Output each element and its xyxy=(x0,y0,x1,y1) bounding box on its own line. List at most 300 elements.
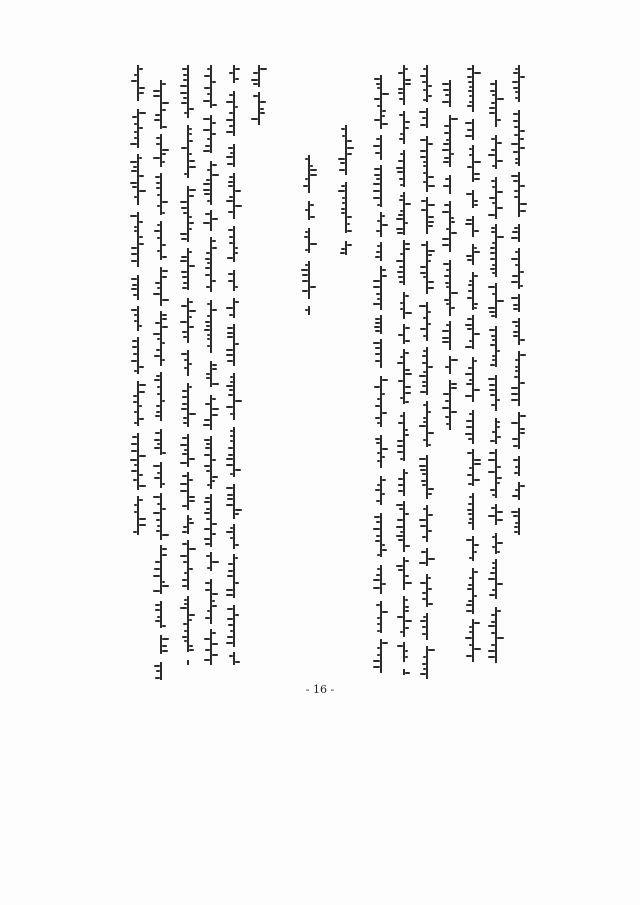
word-stem xyxy=(472,619,474,662)
letter-stroke xyxy=(205,403,210,405)
letter-stroke xyxy=(492,536,495,538)
letter-stroke xyxy=(373,280,380,282)
letter-stroke xyxy=(492,494,495,496)
letter-stroke xyxy=(139,524,146,526)
letter-stroke xyxy=(342,197,345,199)
letter-stroke xyxy=(156,187,160,189)
letter-stroke xyxy=(207,567,210,569)
letter-stroke xyxy=(474,72,481,74)
letter-stroke xyxy=(157,443,160,445)
letter-stroke xyxy=(373,528,380,530)
letter-stroke xyxy=(488,656,495,658)
letter-stroke xyxy=(377,554,380,556)
word-stem xyxy=(210,395,212,430)
letter-stroke xyxy=(347,223,350,225)
letter-stroke xyxy=(513,180,518,182)
letter-stroke xyxy=(373,342,380,344)
letter-stroke xyxy=(139,127,143,129)
letter-stroke xyxy=(206,373,210,375)
letter-stroke xyxy=(376,442,380,444)
letter-stroke xyxy=(230,376,233,378)
letter-stroke xyxy=(212,247,217,249)
letter-stroke xyxy=(443,89,449,91)
letter-stroke xyxy=(444,157,449,159)
letter-stroke xyxy=(226,131,233,133)
letter-stroke xyxy=(511,393,518,395)
letter-stroke xyxy=(162,318,167,320)
word-stem xyxy=(380,435,382,468)
letter-stroke xyxy=(184,449,187,451)
letter-stroke xyxy=(189,522,194,524)
letter-stroke xyxy=(428,250,435,252)
letter-stroke xyxy=(489,389,495,391)
letter-stroke xyxy=(162,581,165,583)
letter-stroke xyxy=(428,95,432,97)
letter-stroke xyxy=(420,124,426,126)
letter-stroke xyxy=(132,436,137,438)
letter-stroke xyxy=(451,411,457,413)
letter-stroke xyxy=(154,665,160,667)
letter-stroke xyxy=(399,199,403,201)
word-stem xyxy=(233,605,235,647)
letter-stroke xyxy=(405,222,408,224)
word-stem xyxy=(210,65,212,108)
letter-stroke xyxy=(184,603,187,605)
word-stem xyxy=(426,108,428,128)
letter-stroke xyxy=(205,497,210,499)
letter-stroke xyxy=(189,363,192,365)
letter-stroke xyxy=(397,232,403,234)
letter-stroke xyxy=(405,83,411,85)
letter-stroke xyxy=(474,303,478,305)
letter-stroke xyxy=(400,458,403,460)
letter-stroke xyxy=(444,299,449,301)
letter-stroke xyxy=(342,135,345,137)
letter-stroke xyxy=(400,253,403,255)
letter-stroke xyxy=(184,630,187,632)
letter-stroke xyxy=(445,400,449,402)
letter-stroke xyxy=(492,272,495,274)
letter-stroke xyxy=(162,645,167,647)
word-stem xyxy=(160,662,162,680)
letter-stroke xyxy=(155,415,160,417)
word-stem xyxy=(449,321,451,350)
letter-stroke xyxy=(206,286,210,288)
letter-stroke xyxy=(398,422,403,424)
word-stem xyxy=(495,375,497,411)
letter-stroke xyxy=(302,290,308,292)
letter-stroke xyxy=(428,493,432,495)
letter-stroke xyxy=(377,647,380,649)
letter-stroke xyxy=(131,247,137,249)
letter-stroke xyxy=(229,236,233,238)
letter-stroke xyxy=(132,340,137,342)
letter-stroke xyxy=(153,575,160,577)
letter-stroke xyxy=(341,212,345,214)
letter-stroke xyxy=(466,426,472,428)
letter-stroke xyxy=(398,569,403,571)
letter-stroke xyxy=(154,379,160,381)
letter-stroke xyxy=(226,101,233,103)
letter-stroke xyxy=(182,396,187,398)
letter-stroke xyxy=(400,415,403,417)
letter-stroke xyxy=(513,308,518,310)
letter-stroke xyxy=(474,595,477,597)
letter-stroke xyxy=(134,196,137,198)
letter-stroke xyxy=(515,251,518,253)
letter-stroke xyxy=(396,504,403,506)
letter-stroke xyxy=(162,256,167,258)
letter-stroke xyxy=(189,301,193,303)
letter-stroke xyxy=(162,585,169,587)
letter-stroke xyxy=(520,271,524,273)
letter-stroke xyxy=(423,317,426,319)
letter-stroke xyxy=(428,444,431,446)
letter-stroke xyxy=(139,157,142,159)
letter-stroke xyxy=(229,314,233,316)
letter-stroke xyxy=(515,97,518,99)
letter-stroke xyxy=(400,531,403,533)
letter-stroke xyxy=(492,546,495,548)
word-stem xyxy=(160,221,162,260)
letter-stroke xyxy=(305,158,308,160)
letter-stroke xyxy=(182,287,187,289)
word-stem xyxy=(472,216,474,237)
letter-stroke xyxy=(514,376,518,378)
letter-stroke xyxy=(465,223,472,225)
letter-stroke xyxy=(204,512,210,514)
letter-stroke xyxy=(467,68,472,70)
letter-stroke xyxy=(405,513,409,515)
letter-stroke xyxy=(203,150,210,152)
letter-stroke xyxy=(305,231,308,233)
word-stem xyxy=(233,324,235,366)
letter-stroke xyxy=(310,169,317,171)
letter-stroke xyxy=(423,172,426,174)
letter-stroke xyxy=(139,418,144,420)
word-stem xyxy=(472,536,474,561)
letter-stroke xyxy=(206,252,210,254)
letter-stroke xyxy=(139,474,143,476)
letter-stroke xyxy=(226,307,233,309)
letter-stroke xyxy=(342,202,345,204)
letter-stroke xyxy=(488,214,495,216)
letter-stroke xyxy=(443,161,449,163)
letter-stroke xyxy=(423,335,426,337)
letter-stroke xyxy=(180,201,187,203)
letter-stroke xyxy=(419,519,426,521)
letter-stroke xyxy=(310,243,317,245)
letter-stroke xyxy=(444,275,449,277)
letter-stroke xyxy=(162,270,168,272)
letter-stroke xyxy=(423,421,426,423)
letter-stroke xyxy=(423,371,426,373)
letter-stroke xyxy=(229,94,233,96)
letter-stroke xyxy=(131,80,137,82)
letter-stroke xyxy=(405,429,408,431)
letter-stroke xyxy=(446,324,449,326)
letter-stroke xyxy=(422,381,426,383)
letter-stroke xyxy=(420,620,426,622)
letter-stroke xyxy=(189,645,193,647)
letter-stroke xyxy=(374,119,380,121)
letter-stroke xyxy=(228,229,233,231)
letter-stroke xyxy=(423,656,426,658)
letter-stroke xyxy=(474,544,479,546)
letter-stroke xyxy=(511,175,518,177)
word-stem xyxy=(187,383,189,427)
letter-stroke xyxy=(347,230,352,232)
letter-stroke xyxy=(382,583,386,585)
letter-stroke xyxy=(515,466,518,468)
letter-stroke xyxy=(235,106,238,108)
letter-stroke xyxy=(428,577,431,579)
word-stem xyxy=(187,660,189,665)
letter-stroke xyxy=(189,228,192,230)
word-stem xyxy=(426,505,428,542)
letter-stroke xyxy=(490,258,495,260)
letter-stroke xyxy=(341,248,345,250)
word-stem xyxy=(403,596,405,637)
letter-stroke xyxy=(405,472,408,474)
letter-stroke xyxy=(183,422,187,424)
letter-stroke xyxy=(139,384,146,386)
word-stem xyxy=(187,248,189,290)
letter-stroke xyxy=(469,557,472,559)
letter-stroke xyxy=(377,623,380,625)
letter-stroke xyxy=(373,197,380,199)
letter-stroke xyxy=(130,459,137,461)
letter-stroke xyxy=(497,610,501,612)
letter-stroke xyxy=(497,637,504,639)
letter-stroke xyxy=(139,190,146,192)
letter-stroke xyxy=(226,156,233,158)
letter-stroke xyxy=(183,282,187,284)
text-line xyxy=(508,65,530,535)
letter-stroke xyxy=(183,561,187,563)
letter-stroke xyxy=(304,236,308,238)
letter-stroke xyxy=(467,452,472,454)
word-stem xyxy=(495,559,497,599)
letter-stroke xyxy=(157,393,160,395)
letter-stroke xyxy=(203,183,210,185)
word-stem xyxy=(518,224,520,242)
letter-stroke xyxy=(347,140,352,142)
letter-stroke xyxy=(377,617,380,619)
letter-stroke xyxy=(465,637,472,639)
letter-stroke xyxy=(189,140,193,142)
letter-stroke xyxy=(189,548,196,550)
letter-stroke xyxy=(253,95,258,97)
letter-stroke xyxy=(489,112,495,114)
letter-stroke xyxy=(204,87,210,89)
letter-stroke xyxy=(467,509,472,511)
letter-stroke xyxy=(474,463,481,465)
letter-stroke xyxy=(226,531,233,533)
letter-stroke xyxy=(428,254,432,256)
letter-stroke xyxy=(235,513,239,515)
word-stem xyxy=(187,596,189,652)
letter-stroke xyxy=(155,176,160,178)
letter-stroke xyxy=(132,346,137,348)
letter-stroke xyxy=(377,298,380,300)
letter-stroke xyxy=(212,280,216,282)
letter-stroke xyxy=(156,375,160,377)
letter-stroke xyxy=(347,244,352,246)
letter-stroke xyxy=(302,274,308,276)
letter-stroke xyxy=(474,275,478,277)
letter-stroke xyxy=(428,411,431,413)
letter-stroke xyxy=(474,571,478,573)
letter-stroke xyxy=(235,286,238,288)
letter-stroke xyxy=(139,455,146,457)
letter-stroke xyxy=(153,293,160,295)
letter-stroke xyxy=(134,226,137,228)
letter-stroke xyxy=(382,448,388,450)
letter-stroke xyxy=(497,421,500,423)
letter-stroke xyxy=(419,375,426,377)
letter-stroke xyxy=(419,465,426,467)
letter-stroke xyxy=(488,307,495,309)
letter-stroke xyxy=(400,184,403,186)
letter-stroke xyxy=(341,185,345,187)
letter-stroke xyxy=(134,137,137,139)
letter-stroke xyxy=(155,677,160,679)
letter-stroke xyxy=(204,439,210,441)
letter-stroke xyxy=(204,329,210,331)
letter-stroke xyxy=(445,282,449,284)
letter-stroke xyxy=(423,417,426,419)
letter-stroke xyxy=(134,422,137,424)
letter-stroke xyxy=(520,432,525,434)
letter-stroke xyxy=(154,119,160,121)
letter-stroke xyxy=(442,341,449,343)
word-stem xyxy=(233,373,235,420)
word-stem xyxy=(472,493,474,530)
letter-stroke xyxy=(339,169,345,171)
letter-stroke xyxy=(310,165,313,167)
letter-stroke xyxy=(207,68,210,70)
word-stem xyxy=(233,91,235,136)
letter-stroke xyxy=(423,165,426,167)
letter-stroke xyxy=(182,453,187,455)
letter-stroke xyxy=(375,256,380,258)
letter-stroke xyxy=(422,473,426,475)
letter-stroke xyxy=(467,588,472,590)
letter-stroke xyxy=(377,484,380,486)
letter-stroke xyxy=(131,360,137,362)
letter-stroke xyxy=(382,93,389,95)
letter-stroke xyxy=(162,452,166,454)
letter-stroke xyxy=(421,480,426,482)
letter-stroke xyxy=(428,185,435,187)
letter-stroke xyxy=(155,432,160,434)
letter-stroke xyxy=(428,649,435,651)
letter-stroke xyxy=(180,321,187,323)
letter-stroke xyxy=(162,483,165,485)
letter-stroke xyxy=(184,640,187,642)
letter-stroke xyxy=(382,275,387,277)
letter-stroke xyxy=(491,335,495,337)
letter-stroke xyxy=(514,196,518,198)
letter-stroke xyxy=(376,230,380,232)
letter-stroke xyxy=(428,366,433,368)
letter-stroke xyxy=(230,527,233,529)
letter-stroke xyxy=(469,154,472,156)
letter-stroke xyxy=(374,386,380,388)
letter-stroke xyxy=(515,68,518,70)
letter-stroke xyxy=(374,78,380,80)
letter-stroke xyxy=(182,531,187,533)
letter-stroke xyxy=(229,196,233,198)
letter-stroke xyxy=(212,632,216,634)
letter-stroke xyxy=(204,638,210,640)
letter-stroke xyxy=(405,434,409,436)
letter-stroke xyxy=(228,454,233,456)
letter-stroke xyxy=(492,94,495,96)
letter-stroke xyxy=(377,568,380,570)
letter-stroke xyxy=(399,266,403,268)
letter-stroke xyxy=(204,75,210,77)
letter-stroke xyxy=(396,535,403,537)
letter-stroke xyxy=(162,314,167,316)
letter-stroke xyxy=(156,349,160,351)
letter-stroke xyxy=(422,484,426,486)
letter-stroke xyxy=(489,594,495,596)
letter-stroke xyxy=(226,594,233,596)
letter-stroke xyxy=(466,604,472,606)
letter-stroke xyxy=(204,193,210,195)
letter-stroke xyxy=(396,167,403,169)
letter-stroke xyxy=(442,83,449,85)
letter-stroke xyxy=(132,186,137,188)
letter-stroke xyxy=(444,204,449,206)
letter-stroke xyxy=(184,367,187,369)
letter-stroke xyxy=(206,377,210,379)
letter-stroke xyxy=(490,90,495,92)
letter-stroke xyxy=(131,450,137,452)
word-stem xyxy=(426,347,428,395)
text-line xyxy=(462,65,484,665)
letter-stroke xyxy=(514,472,518,474)
letter-stroke xyxy=(228,280,233,282)
letter-stroke xyxy=(491,231,495,233)
letter-stroke xyxy=(398,484,403,486)
letter-stroke xyxy=(405,243,410,245)
letter-stroke xyxy=(205,321,210,323)
letter-stroke xyxy=(189,649,194,651)
letter-stroke xyxy=(139,366,144,368)
letter-stroke xyxy=(162,109,166,111)
letter-stroke xyxy=(153,333,160,335)
text-line xyxy=(177,65,199,665)
letter-stroke xyxy=(184,599,187,601)
word-stem xyxy=(187,472,189,510)
letter-stroke xyxy=(446,228,449,230)
letter-stroke xyxy=(420,272,426,274)
letter-stroke xyxy=(376,178,380,180)
letter-stroke xyxy=(474,204,478,206)
letter-stroke xyxy=(377,87,380,89)
letter-stroke xyxy=(382,393,385,395)
letter-stroke xyxy=(226,406,233,408)
letter-stroke xyxy=(513,113,518,115)
letter-stroke xyxy=(235,78,239,80)
letter-stroke xyxy=(153,90,160,92)
letter-stroke xyxy=(207,138,210,140)
letter-stroke xyxy=(443,143,449,145)
word-stem xyxy=(380,266,382,310)
